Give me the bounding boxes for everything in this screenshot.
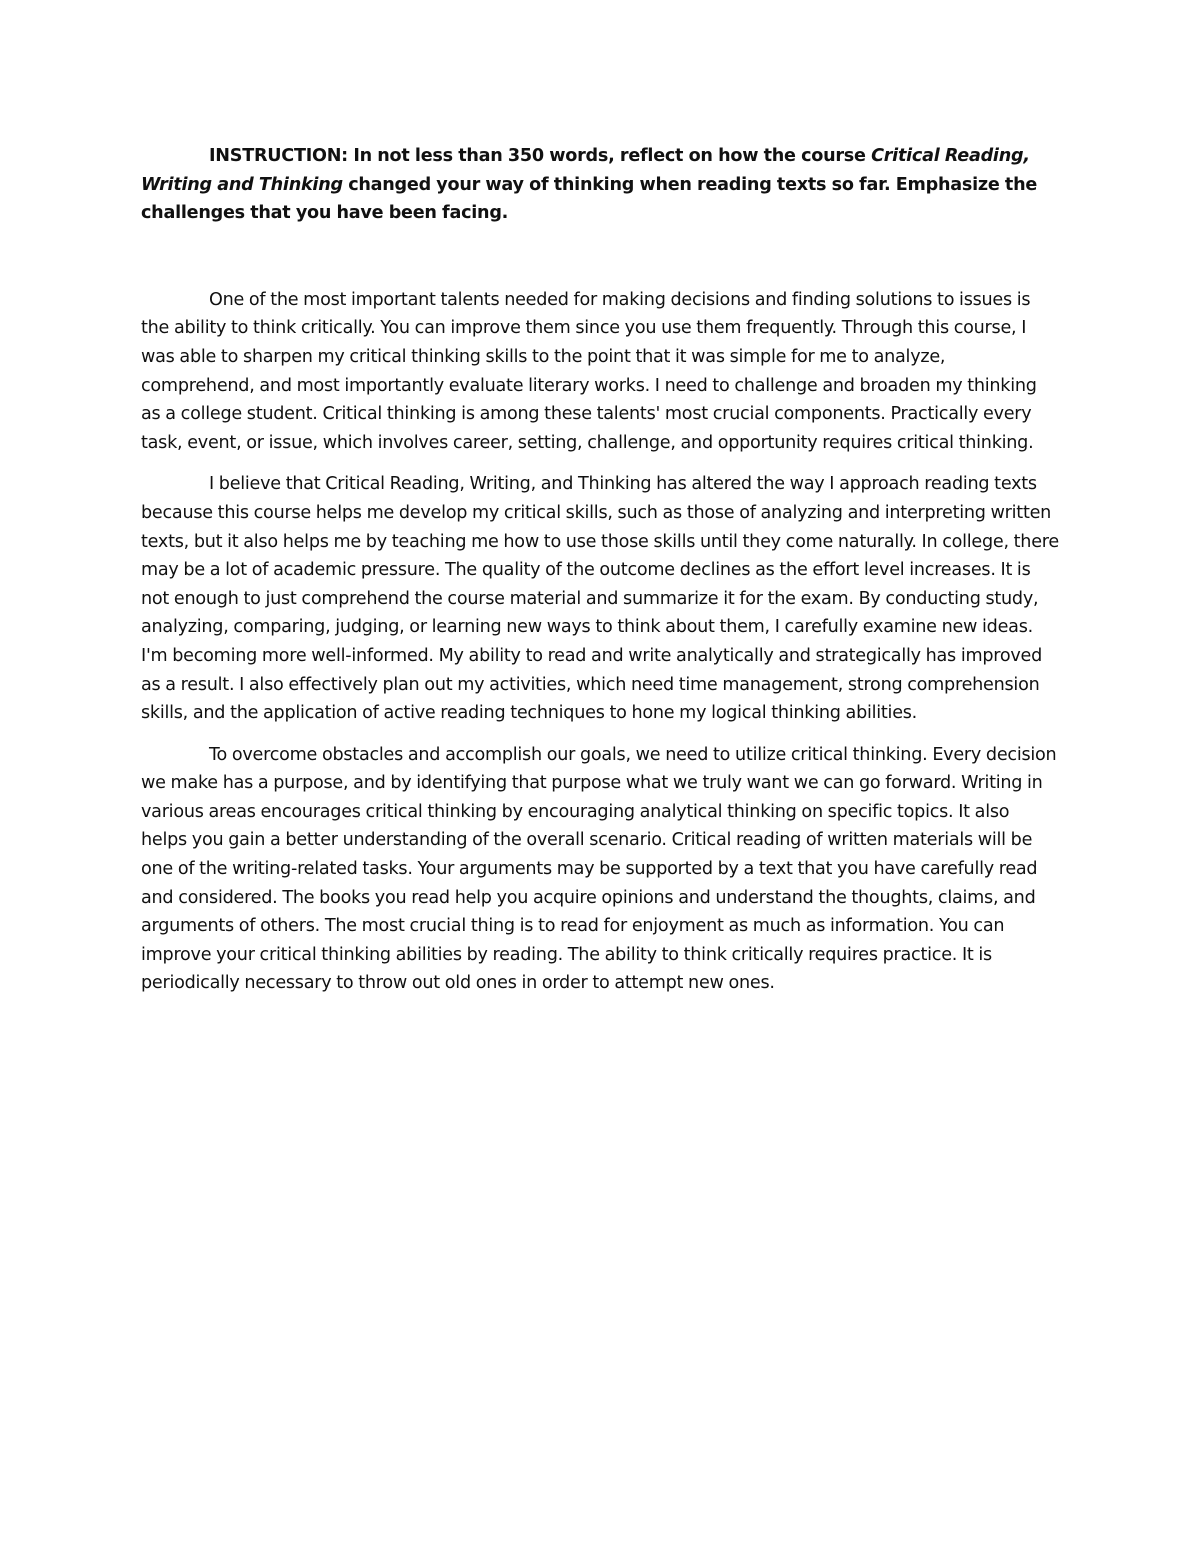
instruction-tail: changed your way of thinking when reading texts so far. Emphasize the challenges that you have been facing.: [141, 174, 1038, 224]
document-body: [141, 142, 1059, 998]
instruction-lead: INSTRUCTION: In not less than 350 words, reflect on how the course: [209, 146, 872, 166]
essay-paragraph-1: One of the most important talents needed for making decisions and finding solutions to issues is the ability to think critically. You can improve them since you use them frequently. Through this course, I was able to sharpen my critical thinking skills to the point that it was simple for me to analyze, comprehend, and most importantly evaluate literary works. I need to challenge and broaden my thinking as a college student. Critical thinking is among these talents' most crucial components. Practically every task, event, or issue, which involves career, setting, challenge, and opportunity requires critical thinking.: [141, 289, 1037, 453]
instruction-paragraph: [141, 142, 1059, 228]
course-title: Critical Reading, Writing and Thinking: [141, 146, 1030, 195]
essay-paragraph-2: I believe that Critical Reading, Writing, and Thinking has altered the way I approach reading texts because this course helps me develop my critical skills, such as those of analyzing and interpreting written texts, but it also helps me by teaching me how to use those skills until they come naturally. In college, there may be a lot of academic pressure. The quality of the outcome declines as the effort level increases. It is not enough to just comprehend the course material and summarize it for the exam. By conducting study, analyzing, comparing, judging, or learning new ways to think about them, I carefully examine new ideas. I'm becoming more well-informed. My ability to read and write analytically and strategically has improved as a result. I also effectively plan out my activities, which need time management, strong comprehension skills, and the application of active reading techniques to hone my logical thinking abilities.: [141, 474, 1059, 724]
essay-paragraph-3: To overcome obstacles and accomplish our goals, we need to utilize critical thinking. Every decision we make has a purpose, and by identifying that purpose what we truly want we can go forward. Writing in various areas encourages critical thinking by encouraging analytical thinking on specific topics. It also helps you gain a better understanding of the overall scenario. Critical reading of written materials will be one of the writing-related tasks. Your arguments may be supported by a text that you have carefully read and considered. The books you read help you acquire opinions and understand the thoughts, claims, and arguments of others. The most crucial thing is to read for enjoyment as much as information. You can improve your critical thinking abilities by reading. The ability to think critically requires practice. It is periodically necessary to throw out old ones in order to attempt new ones.: [141, 744, 1057, 994]
